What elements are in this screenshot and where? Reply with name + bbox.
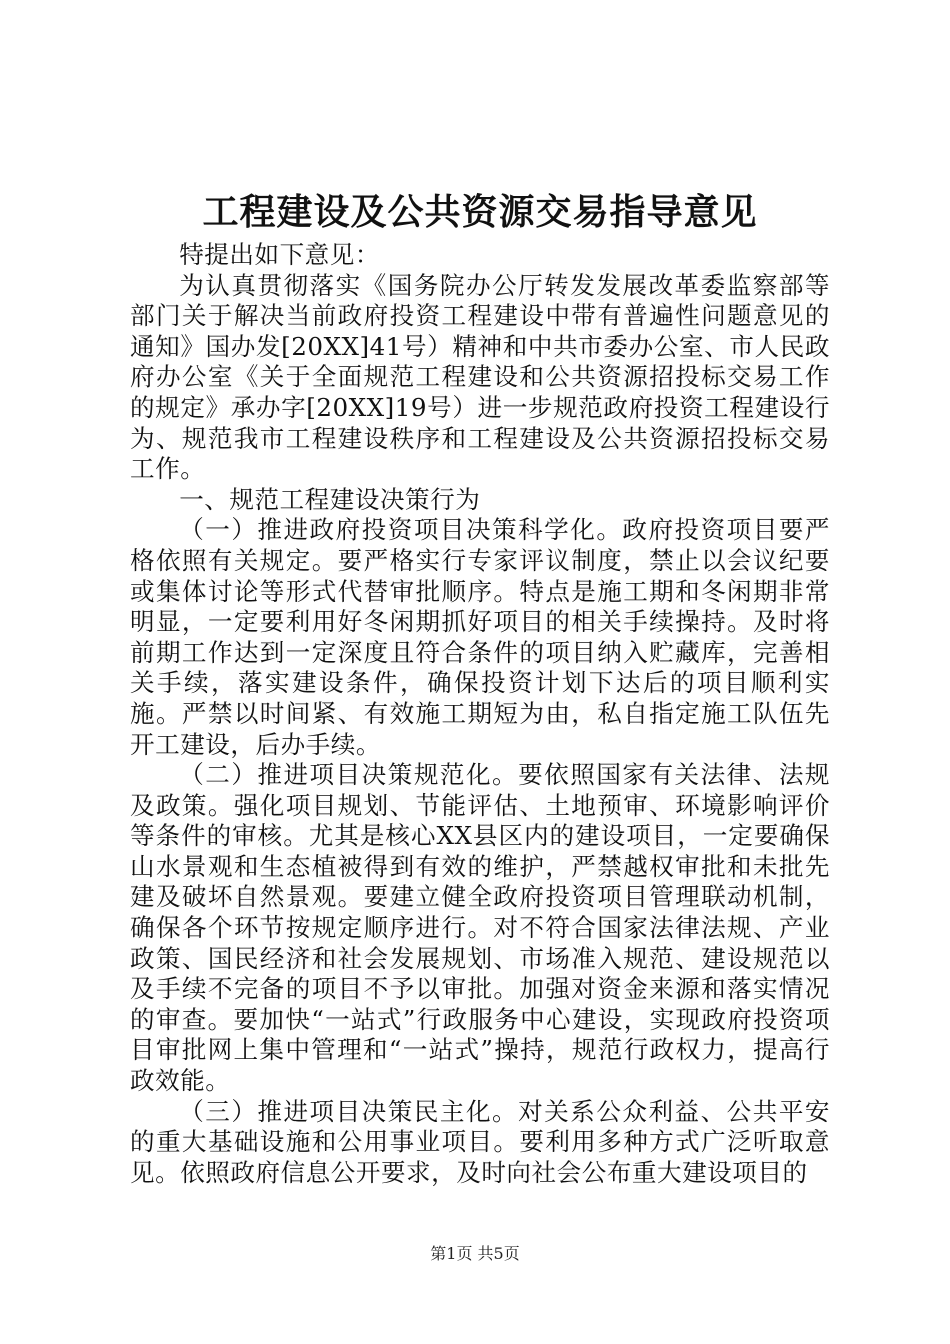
item-3-paragraph: （三）推进项目决策民主化。对关系公众利益、公共平安的重大基础设施和公用事业项目。要利用多种方式广泛听取意见。依照政府信息公开要求，及时向社会公布重大建设项目的 — [130, 1096, 830, 1187]
section-1-heading: 一、规范工程建设决策行为 — [179, 484, 481, 514]
document-title: 工程建设及公共资源交易指导意见 — [202, 191, 758, 233]
item-1-paragraph: （一）推进政府投资项目决策科学化。政府投资项目要严格依照有关规定。要严格实行专家评议制度，禁止以会议纪要或集体讨论等形式代替审批顺序。特点是施工期和冬闲期非常明显，一定要利用好冬闲期抓好项目的相关手续操持。及时将前期工作达到一定深度且符合条件的项目纳入贮藏库，完善相关手续，落实建设条件，确保投资计划下达后的项目顺利实施。严禁以时间紧、有效施工期短为由，私自指定施工队伍先开工建设，后办手续。 — [130, 515, 830, 759]
paragraph-1: 为认真贯彻落实《国务院办公厅转发发展改革委监察部等部门关于解决当前政府投资工程建设中带有普遍性问题意见的通知》国办发[20XX]41号）精神和中共市委办公室、市人民政府办公室《关于全面规范工程建设和公共资源招投标交易工作的规定》承办字[20XX]19号）进一步规范政府投资工程建设行为、规范我市工程建设秩序和工程建设及公共资源招投标交易工作。 — [130, 270, 830, 484]
item-2-paragraph: （二）推进项目决策规范化。要依照国家有关法律、法规及政策。强化项目规划、节能评估、土地预审、环境影响评价等条件的审核。尤其是核心XX县区内的建设项目，一定要确保山水景观和生态植被得到有效的维护，严禁越权审批和未批先建及破坏自然景观。要建立健全政府投资项目管理联动机制，确保各个环节按规定顺序进行。对不符合国家法律法规、产业政策、国民经济和社会发展规划、市场准入规范、建设规范以及手续不完备的项目不予以审批。加强对资金来源和落实情况的审查。要加快“一站式”行政服务中心建设，实现政府投资项目审批网上集中管理和“一站式”操持，规范行政权力，提高行政效能。 — [130, 760, 830, 1096]
intro-paragraph: 特提出如下意见： — [179, 240, 380, 269]
page-footer: 第1页 共5页 — [430, 1244, 520, 1263]
document-page — [130, 190, 830, 1188]
